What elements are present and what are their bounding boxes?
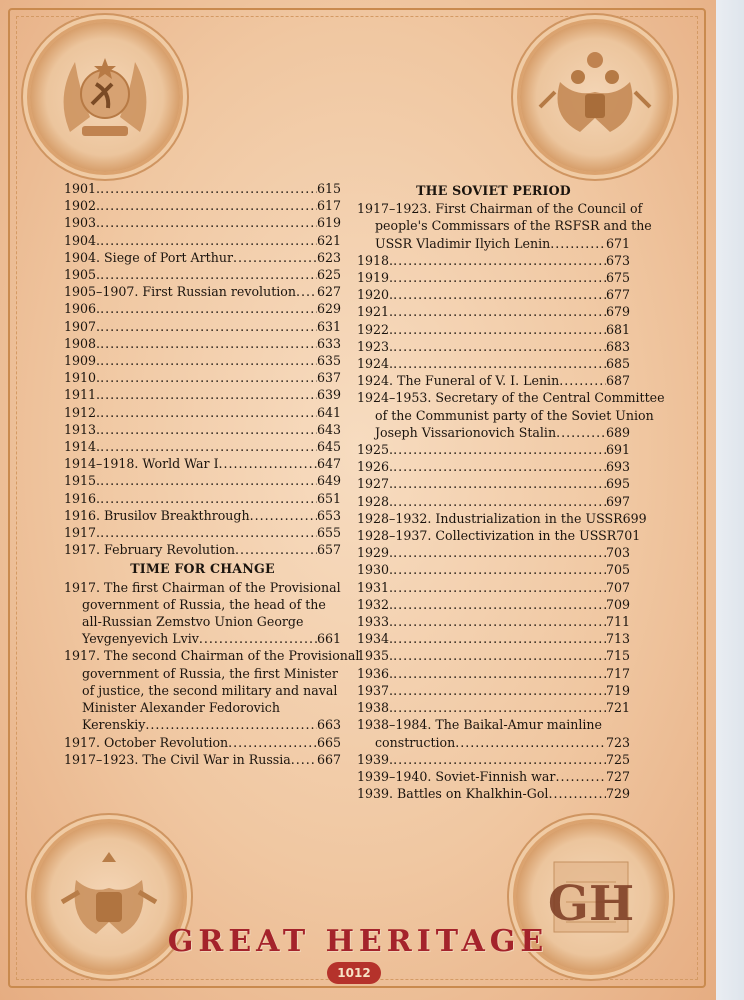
toc-entry-title: 1917.: [64, 525, 101, 541]
dot-leader: [393, 286, 606, 303]
dot-leader: [233, 249, 317, 266]
toc-entry-last-line: [357, 561, 630, 578]
toc-entry-title: 1918.: [357, 252, 394, 268]
dot-leader: [235, 541, 317, 558]
toc-entry-line: 1917–1923. First Chairman of the Council of: [357, 201, 643, 217]
dot-leader: [393, 665, 606, 682]
toc-entry-multiline: [357, 630, 630, 647]
toc-entry-last-line: [357, 734, 630, 751]
toc-entry-multiline: [357, 561, 630, 578]
toc-entry-multiline: [64, 579, 341, 648]
toc-entry: [64, 455, 341, 472]
double-headed-eagle-icon: [520, 22, 670, 172]
toc-entry: [64, 369, 341, 386]
toc-entry-multiline: [357, 527, 641, 544]
toc-entry-title: 1939–1940. Soviet-Finnish war: [357, 768, 556, 784]
dot-leader: [100, 318, 317, 335]
toc-entry: [64, 266, 341, 283]
dot-leader: [393, 252, 606, 269]
toc-entry-multiline: [64, 647, 360, 733]
dot-leader: [393, 355, 606, 372]
toc-entry-last-line: [357, 544, 630, 561]
toc-entry-multiline: [357, 699, 630, 716]
toc-entry-title: 1914.: [64, 439, 101, 455]
dot-leader: [393, 458, 606, 475]
toc-entry-title: 1905–1907. First Russian revolution: [64, 284, 296, 300]
page-number-badge: 1012: [327, 962, 381, 984]
dot-leader: [393, 544, 606, 561]
toc-entry-multiline: [357, 252, 630, 269]
toc-page-number: 703: [605, 545, 630, 561]
toc-entry-line: people's Commissars of the RSFSR and the: [375, 218, 652, 234]
toc-entry-title: 1909.: [64, 353, 101, 369]
toc-entry: [64, 300, 341, 317]
toc-entry-multiline: [357, 510, 647, 527]
toc-page-number: 671: [605, 235, 630, 251]
toc-page-number: 685: [605, 356, 630, 372]
toc-entry: [64, 283, 341, 300]
toc-entry-last-line: [357, 355, 630, 372]
toc-entry-multiline: [357, 596, 630, 613]
monogram-text: GH: [547, 876, 635, 932]
dot-leader: [556, 424, 606, 441]
toc-page-number: 725: [605, 751, 630, 767]
toc-entry-title: 1912.: [64, 404, 101, 420]
toc-entry-title: 1915.: [64, 473, 101, 489]
toc-entry-multiline: [357, 613, 630, 630]
toc-page-number: 709: [605, 596, 630, 612]
toc-page-number: 711: [605, 614, 630, 630]
toc-entry-last-line: [64, 716, 341, 733]
toc-page-number: 615: [316, 181, 341, 196]
toc-entry-title: 1914–1918. World War I: [64, 456, 219, 472]
toc-entry-multiline: [357, 321, 630, 338]
dot-leader: [393, 321, 606, 338]
toc-entry: [64, 197, 341, 214]
dot-leader: [100, 232, 317, 249]
toc-entry-line: of justice, the second military and naval: [82, 682, 338, 698]
toc-entry-title: 1901.: [64, 181, 101, 196]
dot-leader: [393, 751, 606, 768]
toc-page-number: 647: [316, 456, 341, 472]
toc-entry-last-line: [357, 286, 630, 303]
toc-page-number: 707: [605, 579, 630, 595]
toc-entry-title: 1935.: [357, 648, 394, 664]
dot-leader: [100, 266, 317, 283]
toc-entry-last-line: [357, 458, 630, 475]
page-edge-margin: [716, 0, 744, 1000]
toc-page-number: 649: [316, 473, 341, 489]
toc-entry: [64, 232, 341, 249]
toc-entry-title: 1928–1932. Industrialization in the USSR: [357, 510, 623, 526]
dot-leader: [100, 438, 317, 455]
dot-leader: [393, 475, 606, 492]
dot-leader: [393, 682, 606, 699]
toc-entry-last-line: [357, 613, 630, 630]
toc-entry-last-line: [357, 751, 630, 768]
toc-page-number: 727: [605, 768, 630, 784]
toc-entry-multiline: [64, 734, 341, 751]
toc-entry-multiline: [357, 372, 630, 389]
dot-leader: [100, 214, 317, 231]
toc-entry-multiline: [357, 441, 630, 458]
toc-entry-title: 1922.: [357, 321, 394, 337]
toc-entry-last-line: [357, 475, 630, 492]
toc-entry-last-line: [357, 424, 630, 441]
toc-entry: [64, 507, 341, 524]
toc-page-number: 663: [316, 717, 341, 733]
toc-entry-last-line: [357, 596, 630, 613]
toc-page-number: 619: [316, 215, 341, 231]
toc-entry: [64, 249, 341, 266]
toc-entry-title: 1910.: [64, 370, 101, 386]
dot-leader: [393, 441, 606, 458]
toc-page-number: 643: [316, 421, 341, 437]
toc-entry-last-line: [357, 252, 630, 269]
toc-entry-title: 1917. October Revolution: [64, 734, 229, 750]
dot-leader: [100, 352, 317, 369]
toc-entry: [64, 490, 341, 507]
toc-page-number: 683: [605, 338, 630, 354]
toc-entry-title: 1906.: [64, 301, 101, 317]
toc-entry-line: government of Russia, the first Minister: [82, 665, 338, 681]
toc-page-number: 721: [605, 700, 630, 716]
toc-entry-title: 1916.: [64, 490, 101, 506]
toc-page-number: 689: [605, 424, 630, 440]
dot-leader: [100, 180, 317, 197]
dot-leader: [455, 734, 606, 751]
dot-leader: [393, 596, 606, 613]
toc-entry-title: 1928–1937. Collectivization in the USSR: [357, 528, 617, 544]
section-heading-time-for-change: TIME FOR CHANGE: [130, 561, 275, 577]
dot-leader: [393, 647, 606, 664]
toc-entry: [64, 335, 341, 352]
dot-leader: [550, 235, 606, 252]
toc-page-number: 715: [605, 648, 630, 664]
dot-leader: [555, 768, 606, 785]
toc-page-number: 621: [316, 232, 341, 248]
toc-entry-title: 1924. The Funeral of V. I. Lenin: [357, 373, 560, 389]
toc-page-number: 693: [605, 459, 630, 475]
toc-entry-multiline: [357, 475, 630, 492]
toc-entry-title: 1934.: [357, 631, 394, 647]
dot-leader: [393, 579, 606, 596]
dot-leader: [100, 300, 317, 317]
toc-entry-multiline: [357, 785, 630, 802]
dot-leader: [393, 699, 606, 716]
toc-entry-multiline: [357, 579, 630, 596]
toc-entry-title: 1938.: [357, 700, 394, 716]
toc-entry-last-line: [357, 682, 630, 699]
toc-entry-title: 1932.: [357, 596, 394, 612]
toc-page-number: 617: [316, 198, 341, 214]
toc-entry-title: 1916. Brusilov Breakthrough: [64, 507, 250, 523]
dot-leader: [100, 524, 317, 541]
toc-entry: [64, 318, 341, 335]
toc-page-number: 653: [316, 507, 341, 523]
toc-entry-last-line: [357, 321, 630, 338]
toc-page-number: 623: [316, 249, 341, 265]
toc-page-number: 679: [605, 304, 630, 320]
toc-entry: [64, 541, 341, 558]
toc-page-number: 667: [316, 751, 341, 767]
toc-entry-title: 1931.: [357, 579, 394, 595]
toc-entry-title: 1907.: [64, 318, 101, 334]
toc-entry-multiline: [357, 665, 630, 682]
toc-page-number: 639: [316, 387, 341, 403]
toc-entry-last-line: [357, 338, 630, 355]
toc-entry-title: 1926.: [357, 459, 394, 475]
dot-leader: [559, 372, 606, 389]
toc-entry-last-line: [357, 785, 630, 802]
dot-leader: [100, 197, 317, 214]
dot-leader: [393, 561, 606, 578]
toc-entry-title: 1913.: [64, 421, 101, 437]
toc-entry-last-line: [357, 303, 630, 320]
toc-entry-title: 1937.: [357, 682, 394, 698]
toc-entry-title: 1923.: [357, 338, 394, 354]
toc-page-number: 629: [316, 301, 341, 317]
toc-entry-multiline: [357, 286, 630, 303]
toc-entry-last-line: [357, 647, 630, 664]
toc-entry-title: 1921.: [357, 304, 394, 320]
toc-entry-last-line: [357, 665, 630, 682]
toc-page-number: 633: [316, 335, 341, 351]
toc-entry-line: 1917. The first Chairman of the Provisional: [64, 579, 341, 595]
dot-leader: [100, 472, 317, 489]
dot-leader: [100, 335, 317, 352]
dot-leader: [219, 455, 317, 472]
toc-page-number: 705: [605, 562, 630, 578]
toc-entry-line: all-Russian Zemstvo Union George: [82, 614, 304, 630]
toc-right-column: [357, 180, 665, 802]
toc-page-number: 635: [316, 353, 341, 369]
toc-entry-multiline: [357, 200, 652, 252]
toc-entry: [64, 472, 341, 489]
toc-entry-title: Yevgenyevich Lviv: [82, 631, 199, 647]
toc-entry: [64, 180, 341, 197]
dot-leader: [250, 507, 317, 524]
toc-entry-multiline: [357, 303, 630, 320]
toc-page-number: 701: [616, 528, 641, 544]
toc-page-number: 627: [316, 284, 341, 300]
toc-entry-last-line: [64, 751, 341, 768]
toc-page-number: 645: [316, 439, 341, 455]
toc-entry-last-line: [357, 699, 630, 716]
toc-entry-title: 1929.: [357, 545, 394, 561]
dot-leader: [393, 613, 606, 630]
toc-entry-multiline: [357, 458, 630, 475]
toc-entry-line: 1924–1953. Secretary of the Central Committee: [357, 390, 665, 406]
toc-entry-title: 1936.: [357, 665, 394, 681]
dot-leader: [100, 404, 317, 421]
toc-entry-last-line: [357, 372, 630, 389]
toc-page-number: 675: [605, 270, 630, 286]
toc-page-number: 717: [605, 665, 630, 681]
toc-entry-last-line: [357, 630, 630, 647]
toc-page-number: 723: [605, 734, 630, 750]
dot-leader: [100, 386, 317, 403]
toc-entry-title: 1904. Siege of Port Arthur: [64, 249, 233, 265]
toc-entry-title: 1908.: [64, 335, 101, 351]
dot-leader: [296, 283, 317, 300]
toc-entry-line: Minister Alexander Fedorovich: [82, 700, 280, 716]
dot-leader: [145, 716, 317, 733]
toc-entry-title: 1925.: [357, 442, 394, 458]
toc-entry-last-line: [357, 441, 630, 458]
dot-leader: [393, 303, 606, 320]
toc-entry-title: 1924.: [357, 356, 394, 372]
toc-page-number: 681: [605, 321, 630, 337]
toc-entry-last-line: [357, 579, 630, 596]
toc-entry-last-line: [64, 630, 341, 647]
toc-page-number: 687: [605, 373, 630, 389]
toc-entry-last-line: [64, 734, 341, 751]
toc-page-number: 677: [605, 287, 630, 303]
toc-entry-multiline: [357, 355, 630, 372]
toc-entry-title: 1905.: [64, 267, 101, 283]
toc-page-number: 655: [316, 525, 341, 541]
toc-entry-line: of the Communist party of the Soviet Union: [375, 407, 654, 423]
toc-entry-title: 1928.: [357, 493, 394, 509]
toc-page-number: 719: [605, 682, 630, 698]
toc-entry-title: 1917–1923. The Civil War in Russia: [64, 751, 291, 767]
toc-page-number: 631: [316, 318, 341, 334]
toc-entry-title: 1917. February Revolution: [64, 542, 235, 558]
toc-page-number: 691: [605, 442, 630, 458]
toc-entry-title: 1904.: [64, 232, 101, 248]
toc-entry-title: Joseph Vissarionovich Stalin: [375, 424, 557, 440]
dot-leader: [100, 421, 317, 438]
toc-entry-line: government of Russia, the head of the: [82, 596, 326, 612]
toc-entry-last-line: [357, 235, 630, 252]
toc-entry: [64, 386, 341, 403]
toc-entry-last-line: [357, 269, 630, 286]
toc-page-number: 651: [316, 490, 341, 506]
toc-page-number: 699: [622, 510, 647, 526]
toc-entry: [64, 524, 341, 541]
dot-leader: [100, 490, 317, 507]
toc-entry-title: 1933.: [357, 614, 394, 630]
toc-entry-multiline: [357, 338, 630, 355]
toc-entry-title: 1919.: [357, 270, 394, 286]
dot-leader: [199, 630, 317, 647]
toc-entry: [64, 352, 341, 369]
dot-leader: [393, 493, 606, 510]
toc-entry-last-line: [357, 527, 641, 544]
toc-page-number: 637: [316, 370, 341, 386]
toc-page-number: 641: [316, 404, 341, 420]
toc-entry-last-line: [357, 768, 630, 785]
toc-entry-multiline: [357, 716, 630, 750]
toc-entry-title: 1920.: [357, 287, 394, 303]
dot-leader: [393, 338, 606, 355]
dot-leader: [548, 785, 606, 802]
dot-leader: [393, 630, 606, 647]
toc-entry-last-line: [357, 510, 647, 527]
dot-leader: [291, 751, 317, 768]
toc-page-number: 661: [316, 631, 341, 647]
dot-leader: [100, 369, 317, 386]
toc-entry-title: 1939.: [357, 751, 394, 767]
toc-page-number: 665: [316, 734, 341, 750]
toc-entry-title: 1903.: [64, 215, 101, 231]
dot-leader: [228, 734, 317, 751]
toc-entry: [64, 438, 341, 455]
toc-page-number: 729: [605, 786, 630, 802]
toc-page-number: 697: [605, 493, 630, 509]
toc-entry-title: Kerenskiy: [82, 717, 146, 733]
toc-entry-multiline: [357, 493, 630, 510]
toc-entry-title: construction: [375, 734, 456, 750]
toc-entry-multiline: [357, 751, 630, 768]
toc-page-number: 625: [316, 267, 341, 283]
toc-entry-title: 1939. Battles on Khalkhin-Gol: [357, 786, 549, 802]
toc-entry-multiline: [357, 768, 630, 785]
toc-entry: [64, 421, 341, 438]
toc-entry: [64, 214, 341, 231]
toc-entry-line: 1917. The second Chairman of the Provisional: [64, 648, 360, 664]
toc-entry-title: 1911.: [64, 387, 101, 403]
toc-left-column: [64, 180, 360, 768]
toc-entry-multiline: [357, 389, 665, 441]
toc-entry-title: 1930.: [357, 562, 394, 578]
toc-entry-title: 1927.: [357, 476, 394, 492]
toc-entry-multiline: [357, 269, 630, 286]
toc-entry-line: 1938–1984. The Baikal-Amur mainline: [357, 717, 602, 733]
book-title-footer: GREAT HERITAGE: [167, 924, 549, 959]
toc-entry-multiline: [64, 751, 341, 768]
section-heading-soviet-period: THE SOVIET PERIOD: [416, 183, 571, 198]
toc-page-number: 673: [605, 252, 630, 268]
dot-leader: [393, 269, 606, 286]
toc-page-number: 657: [316, 542, 341, 558]
soviet-coat-of-arms-icon: [30, 22, 180, 172]
toc-entry-multiline: [357, 544, 630, 561]
toc-entry-multiline: [357, 647, 630, 664]
toc-entry-last-line: [357, 493, 630, 510]
toc-entry-multiline: [357, 682, 630, 699]
toc-entry-title: USSR Vladimir Ilyich Lenin: [375, 235, 551, 251]
toc-entry-title: 1902.: [64, 198, 101, 214]
toc-entry: [64, 404, 341, 421]
toc-page-number: 713: [605, 631, 630, 647]
toc-page-number: 695: [605, 476, 630, 492]
